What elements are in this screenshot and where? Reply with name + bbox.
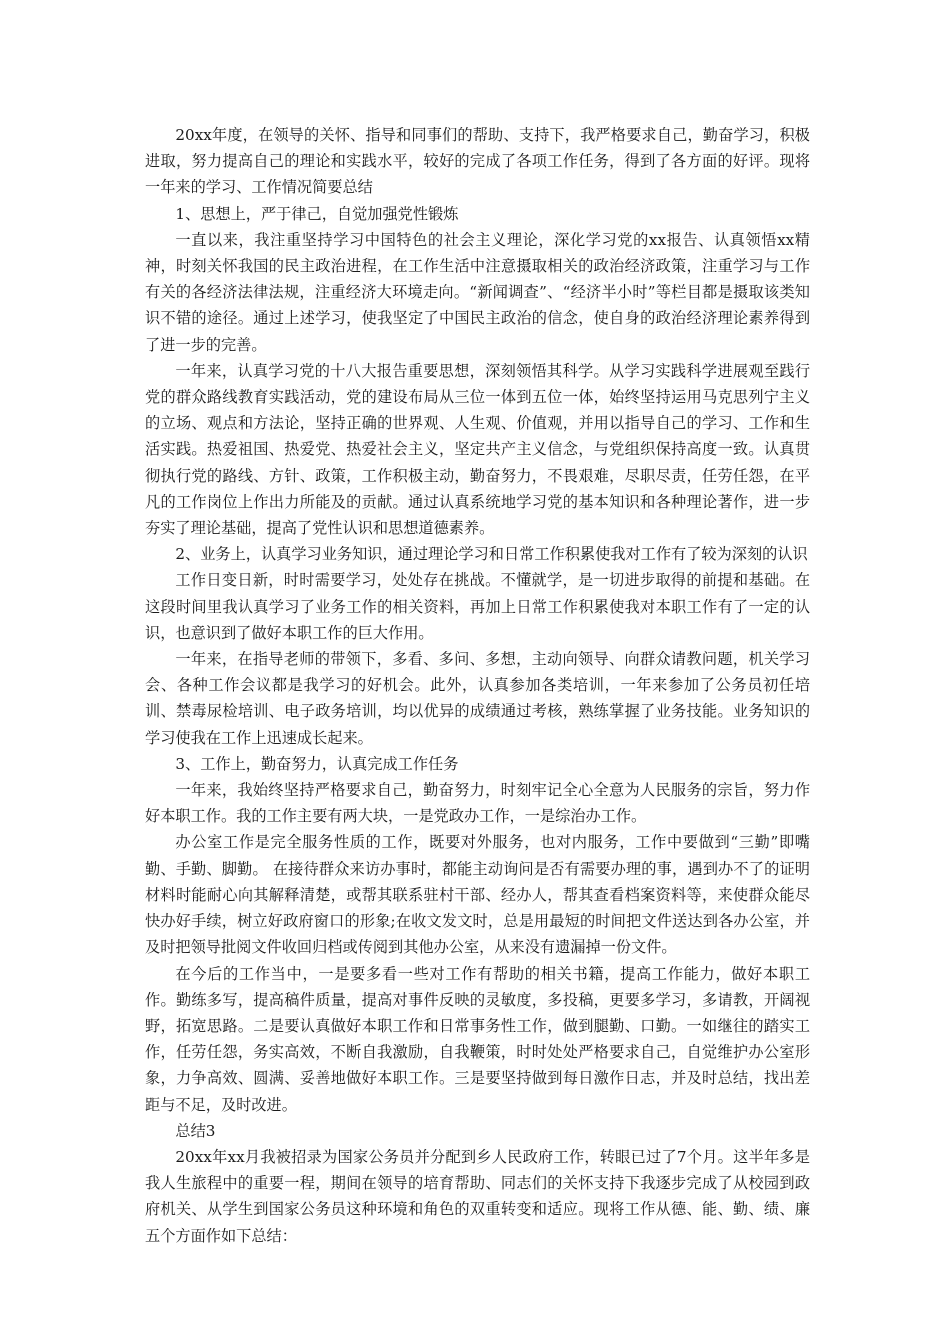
- heading-summary-3: 总结3: [175, 1121, 216, 1140]
- paragraph: 一年来，在指导老师的带领下，多看、多问、多想，主动向领导、向群众请教问题，机关学习会、各种工作会议都是我学习的好机会。此外，认真参加各类培训，一年来参加了公务员初任培训、禁毒尿检培训、电子政务培训，均以优异的成绩通过考核，熟练掌握了业务技能。业务知识的学习使我在工作上迅速成长起来。: [145, 650, 810, 747]
- paragraph: 一年来，我始终坚持严格要求自己，勤奋努力，时刻牢记全心全意为人民服务的宗旨，努力作好本职工作。我的工作主要有两大块，一是党政办工作，一是综治办工作。: [145, 781, 810, 826]
- heading-section-3: 3、工作上，勤奋努力，认真完成工作任务: [175, 754, 459, 773]
- paragraph: 20xx年xx月我被招录为国家公务员并分配到乡人民政府工作，转眼已过了7个月。这半年多是我人生旅程中的重要一程，期间在领导的培育帮助、同志们的关怀支持下我逐步完成了从校园到政府机关、从学生到国家公务员这种环境和角色的双重转变和适应。现将工作从德、能、勤、绩、廉五个方面作如下总结：: [145, 1147, 810, 1245]
- paragraph: 在今后的工作当中，一是要多看一些对工作有帮助的相关书籍，提高工作能力，做好本职工作。勤练多写，提高稿件质量，提高对事件反映的灵敏度，多投稿，更要多学习，多请教，开阔视野，拓宽思路。二是要认真做好本职工作和日常事务性工作，做到腿勤、口勤。一如继往的踏实工作，任劳任怨，务实高效，不断自我激励，自我鞭策，时时处处严格要求自己，自觉维护办公室形象，力争高效、圆满、妥善地做好本职工作。三是要坚持做到每日激作日志，并及时总结，找出差距与不足，及时改进。: [145, 964, 810, 1114]
- paragraph: 办公室工作是完全服务性质的工作，既要对外服务，也对内服务，工作中要做到“三勤”即嘴勤、手勤、脚勤。 在接待群众来访办事时，都能主动询问是否有需要办理的事，遇到办不了的证明材料时能耐心向其解释清楚，或帮其联系驻村干部、经办人，帮其查看档案资料等，来使群众能尽快办好手续，树立好政府窗口的形象;在收文发文时，总是用最短的时间把文件送达到各办公室，并及时把领导批阅文件收回归档或传阅到其他办公室，从来没有遗漏掉一份文件。: [145, 833, 810, 957]
- heading-section-1: 1、思想上，严于律己，自觉加强党性锻炼: [175, 204, 459, 223]
- document-body: [145, 122, 810, 1249]
- heading-section-2: 2、业务上，认真学习业务知识，通过理论学习和日常工作积累使我对工作有了较为深刻的认识: [175, 545, 808, 564]
- paragraph: 工作日变日新，时时需要学习，处处存在挑战。不懂就学，是一切进步取得的前提和基础。在这段时间里我认真学习了业务工作的相关资料，再加上日常工作积累使我对本职工作有了一定的认识，也意识到了做好本职工作的巨大作用。: [145, 571, 810, 642]
- paragraph-intro: 20xx年度，在领导的关怀、指导和同事们的帮助、支持下，我严格要求自己，勤奋学习，积极进取，努力提高自己的理论和实践水平，较好的完成了各项工作任务，得到了各方面的好评。现将一年来的学习、工作情况简要总结: [145, 126, 810, 197]
- paragraph: 一年来，认真学习党的十八大报告重要思想，深刻领悟其科学。从学习实践科学进展观至践行党的群众路线教育实践活动，党的建设布局从三位一体到五位一体，始终坚持运用马克思列宁主义的立场、观点和方法论，坚持正确的世界观、人生观、价值观，并用以指导自己的学习、工作和生活实践。热爱祖国、热爱党、热爱社会主义，坚定共产主义信念，与党组织保持高度一致。认真贯彻执行党的路线、方针、政策，工作积极主动，勤奋努力，不畏艰难，尽职尽责，任劳任怨，在平凡的工作岗位上作出力所能及的贡献。通过认真系统地学习党的基本知识和各种理论著作，进一步夯实了理论基础，提高了党性认识和思想道德素养。: [145, 361, 810, 538]
- paragraph: 一直以来，我注重坚持学习中国特色的社会主义理论，深化学习党的xx报告、认真领悟xx精神，时刻关怀我国的民主政治进程，在工作生活中注意摄取相关的政治经济政策，注重学习与工作有关的各经济法律法规，注重经济大环境走向。“新闻调查”、“经济半小时”等栏目都是摄取该类知识不错的途径。通过上述学习，使我坚定了中国民主政治的信念，使自身的政治经济理论素养得到了进一步的完善。: [145, 230, 810, 354]
